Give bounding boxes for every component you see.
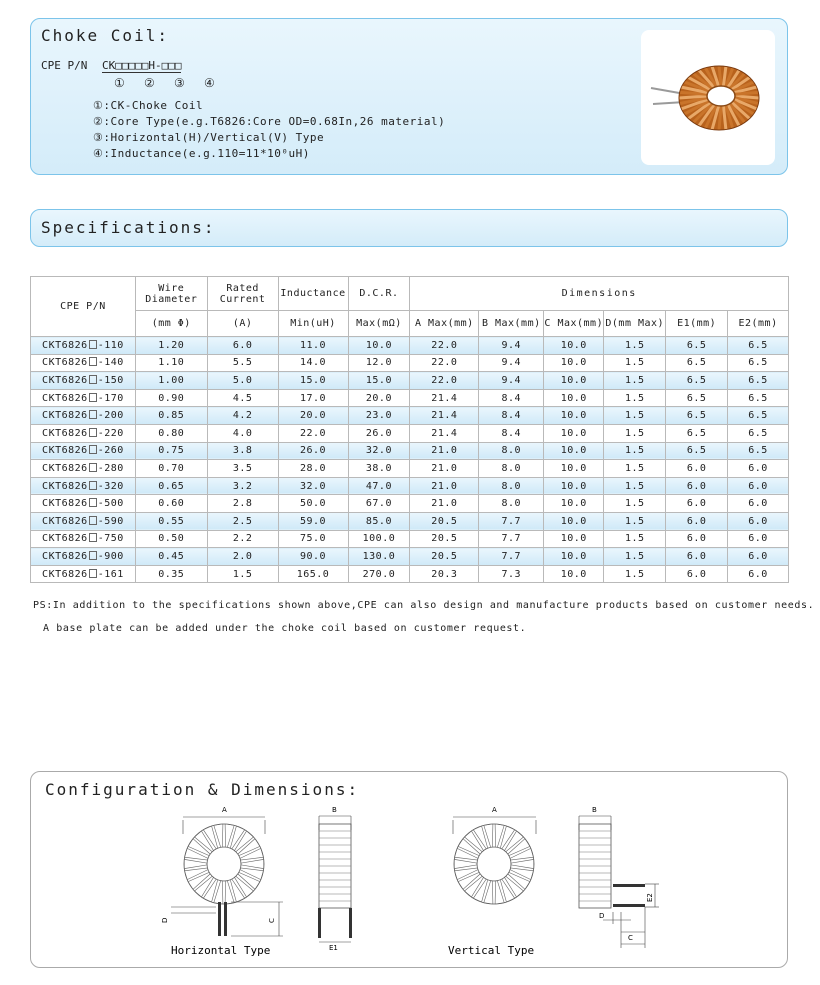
unit-header: Max(mΩ) (348, 311, 410, 337)
table-row (31, 424, 789, 442)
table-cell: 1.5 (604, 565, 666, 583)
table-cell: 0.85 (135, 407, 207, 425)
table-cell: 21.0 (410, 460, 479, 478)
table-cell: 0.65 (135, 477, 207, 495)
table-cell: 0.70 (135, 460, 207, 478)
field-desc-3: ③:Horizontal(H)/Vertical(V) Type (93, 131, 325, 144)
table-cell: 22.0 (410, 337, 479, 355)
table-cell: 1.5 (207, 565, 278, 583)
unit-header: B Max(mm) (479, 311, 544, 337)
table-cell: 1.5 (604, 442, 666, 460)
type-placeholder-box (89, 551, 97, 560)
label-e1: E1 (329, 944, 338, 952)
side-lead-right (349, 908, 352, 938)
table-cell: 10.0 (544, 530, 604, 548)
choke-coil-panel (30, 18, 788, 175)
table-cell: 6.5 (728, 372, 789, 390)
toroid-photo-image (641, 30, 775, 165)
table-cell: 2.0 (207, 548, 278, 566)
unit-header: (mm Φ) (135, 311, 207, 337)
table-cell: 2.8 (207, 495, 278, 513)
table-cell: 1.5 (604, 354, 666, 372)
table-cell: 4.2 (207, 407, 278, 425)
table-cell: 1.5 (604, 337, 666, 355)
table-cell: 1.5 (604, 460, 666, 478)
table-cell: 10.0 (544, 337, 604, 355)
table-cell: 6.5 (728, 354, 789, 372)
table-row (31, 460, 789, 478)
table-cell: 6.0 (728, 548, 789, 566)
table-cell: 10.0 (544, 424, 604, 442)
table-cell: 270.0 (348, 565, 410, 583)
cpe-label: CPE P/N (41, 59, 88, 72)
label-b-horizontal: B (332, 806, 337, 814)
table-cell: 85.0 (348, 512, 410, 530)
table-cell: 21.4 (410, 407, 479, 425)
table-cell: 1.20 (135, 337, 207, 355)
table-cell: 22.0 (410, 372, 479, 390)
table-cell: 0.60 (135, 495, 207, 513)
type-placeholder-box (89, 481, 97, 490)
table-cell: 1.5 (604, 407, 666, 425)
table-cell: 6.5 (728, 424, 789, 442)
table-cell: 10.0 (544, 548, 604, 566)
table-cell: 10.0 (544, 512, 604, 530)
ps-note: PS:In addition to the specifications shown above,CPE can also design and manufacture products based on customer needs. (33, 600, 815, 611)
table-row (31, 337, 789, 355)
table-cell: 9.4 (479, 337, 544, 355)
type-placeholder-box (89, 445, 97, 454)
table-cell: 21.0 (410, 495, 479, 513)
horizontal-side-view (319, 824, 351, 908)
header-rated-current: Rated Current (207, 277, 278, 311)
type-placeholder-box (89, 533, 97, 542)
table-cell: 10.0 (544, 495, 604, 513)
table-cell: 1.5 (604, 548, 666, 566)
table-cell: 59.0 (278, 512, 348, 530)
table-cell: 20.3 (410, 565, 479, 583)
table-cell: 21.0 (410, 442, 479, 460)
field-desc-1: ①:CK-Choke Coil (93, 99, 204, 112)
table-row (31, 442, 789, 460)
lead-horizontal-left (218, 902, 221, 936)
table-cell: 0.50 (135, 530, 207, 548)
type-placeholder-box (89, 516, 97, 525)
table-cell: 1.5 (604, 389, 666, 407)
part-number-cell: CKT6826 -280 (31, 460, 136, 478)
label-e2: E2 (646, 893, 654, 902)
vertical-side-view (579, 824, 611, 908)
label-c-horizontal: C (268, 918, 276, 923)
table-cell: 28.0 (278, 460, 348, 478)
field-index-numbers: ① ② ③ ④ (114, 76, 215, 90)
type-placeholder-box (89, 463, 97, 472)
type-placeholder-box (89, 428, 97, 437)
table-cell: 75.0 (278, 530, 348, 548)
part-number-cell: CKT6826 -200 (31, 407, 136, 425)
table-cell: 4.0 (207, 424, 278, 442)
label-a-vertical: A (492, 806, 497, 814)
table-cell: 11.0 (278, 337, 348, 355)
table-cell: 100.0 (348, 530, 410, 548)
table-cell: 7.7 (479, 548, 544, 566)
part-number-cell: CKT6826 -500 (31, 495, 136, 513)
field-desc-2: ②:Core Type(e.g.T6826:Core OD=0.68In,26 material) (93, 115, 446, 128)
table-cell: 1.00 (135, 372, 207, 390)
table-cell: 6.0 (207, 337, 278, 355)
table-cell: 6.5 (666, 407, 728, 425)
table-cell: 1.5 (604, 530, 666, 548)
part-number-cell: CKT6826 -900 (31, 548, 136, 566)
table-row (31, 372, 789, 390)
table-cell: 1.5 (604, 477, 666, 495)
table-cell: 7.3 (479, 565, 544, 583)
vertical-toroid-drawing (454, 824, 534, 904)
table-cell: 5.0 (207, 372, 278, 390)
table-cell: 1.5 (604, 372, 666, 390)
table-cell: 6.5 (666, 424, 728, 442)
table-cell: 21.0 (410, 477, 479, 495)
table-cell: 6.0 (666, 512, 728, 530)
configuration-title: Configuration & Dimensions: (45, 780, 360, 799)
part-number-cell: CKT6826 -750 (31, 530, 136, 548)
specifications-title: Specifications: (41, 218, 216, 237)
cpe-part-number-format (41, 59, 181, 72)
choke-coil-photo (641, 30, 775, 165)
table-cell: 10.0 (544, 477, 604, 495)
part-number-cell: CKT6826 -320 (31, 477, 136, 495)
label-d-vertical: D (599, 912, 605, 920)
table-cell: 0.90 (135, 389, 207, 407)
table-cell: 90.0 (278, 548, 348, 566)
header-dimensions: Dimensions (410, 277, 789, 311)
table-cell: 22.0 (278, 424, 348, 442)
vertical-lead-top (613, 884, 645, 887)
table-cell: 6.0 (666, 495, 728, 513)
table-cell: 20.0 (278, 407, 348, 425)
table-cell: 6.0 (728, 512, 789, 530)
table-cell: 12.0 (348, 354, 410, 372)
table-cell: 6.0 (728, 495, 789, 513)
unit-header: (A) (207, 311, 278, 337)
specifications-header (30, 209, 788, 247)
unit-header: D(mm Max) (604, 311, 666, 337)
vertical-type-caption: Vertical Type (448, 944, 535, 957)
table-cell: 6.0 (728, 530, 789, 548)
part-number-cell: CKT6826 -110 (31, 337, 136, 355)
horizontal-type-caption: Horizontal Type (171, 944, 271, 957)
unit-header: C Max(mm) (544, 311, 604, 337)
table-cell: 10.0 (544, 565, 604, 583)
table-cell: 32.0 (278, 477, 348, 495)
table-cell: 20.5 (410, 512, 479, 530)
table-cell: 6.0 (666, 548, 728, 566)
table-cell: 21.4 (410, 389, 479, 407)
table-cell: 10.0 (544, 354, 604, 372)
type-placeholder-box (89, 498, 97, 507)
header-wire-diameter: Wire Diameter (135, 277, 207, 311)
header-inductance: Inductance (278, 277, 348, 311)
table-cell: 3.2 (207, 477, 278, 495)
table-cell: 6.0 (666, 565, 728, 583)
header-part-number: CPE P/N (31, 277, 136, 337)
table-cell: 8.4 (479, 407, 544, 425)
dimension-drawings (31, 772, 789, 969)
table-cell: 26.0 (348, 424, 410, 442)
label-a-horizontal: A (222, 806, 227, 814)
table-cell: 10.0 (544, 372, 604, 390)
table-cell: 23.0 (348, 407, 410, 425)
table-cell: 15.0 (348, 372, 410, 390)
table-cell: 1.10 (135, 354, 207, 372)
lead-horizontal-right (224, 902, 227, 936)
table-cell: 6.0 (728, 477, 789, 495)
table-cell: 6.5 (728, 442, 789, 460)
label-d-horizontal: D (161, 917, 169, 923)
field-desc-4: ④:Inductance(e.g.110=11*10⁰uH) (93, 147, 310, 160)
table-cell: 6.0 (666, 460, 728, 478)
table-cell: 8.4 (479, 424, 544, 442)
table-cell: 2.2 (207, 530, 278, 548)
table-cell: 22.0 (410, 354, 479, 372)
table-row (31, 548, 789, 566)
table-cell: 8.4 (479, 389, 544, 407)
label-b-vertical: B (592, 806, 597, 814)
table-cell: 32.0 (348, 442, 410, 460)
table-cell: 20.5 (410, 530, 479, 548)
table-cell: 67.0 (348, 495, 410, 513)
table-row (31, 407, 789, 425)
table-cell: 6.5 (666, 337, 728, 355)
table-cell: 38.0 (348, 460, 410, 478)
table-cell: 50.0 (278, 495, 348, 513)
table-cell: 4.5 (207, 389, 278, 407)
header-dcr: D.C.R. (348, 277, 410, 311)
table-cell: 17.0 (278, 389, 348, 407)
table-cell: 10.0 (348, 337, 410, 355)
table-cell: 6.5 (728, 389, 789, 407)
part-number-cell: CKT6826 -140 (31, 354, 136, 372)
table-row (31, 389, 789, 407)
table-row (31, 477, 789, 495)
table-cell: 6.0 (666, 530, 728, 548)
table-cell: 6.5 (666, 354, 728, 372)
table-cell: 0.45 (135, 548, 207, 566)
table-cell: 9.4 (479, 354, 544, 372)
table-cell: 6.5 (666, 442, 728, 460)
table-cell: 7.7 (479, 530, 544, 548)
table-row (31, 565, 789, 583)
table-row (31, 530, 789, 548)
horizontal-toroid-drawing (184, 824, 264, 904)
table-cell: 6.5 (728, 407, 789, 425)
table-cell: 10.0 (544, 389, 604, 407)
table-cell: 0.35 (135, 565, 207, 583)
table-cell: 0.55 (135, 512, 207, 530)
table-cell: 8.0 (479, 495, 544, 513)
choke-coil-title: Choke Coil: (41, 26, 169, 45)
table-row (31, 495, 789, 513)
table-cell: 6.5 (666, 372, 728, 390)
type-placeholder-box (89, 357, 97, 366)
table-cell: 10.0 (544, 407, 604, 425)
type-placeholder-box (89, 340, 97, 349)
table-cell: 8.0 (479, 477, 544, 495)
table-cell: 6.0 (728, 460, 789, 478)
table-row (31, 354, 789, 372)
table-cell: 6.0 (666, 477, 728, 495)
table-cell: 26.0 (278, 442, 348, 460)
table-cell: 10.0 (544, 442, 604, 460)
table-cell: 14.0 (278, 354, 348, 372)
base-plate-note: A base plate can be added under the choke coil based on customer request. (43, 623, 527, 634)
unit-header: E2(mm) (728, 311, 789, 337)
table-cell: 5.5 (207, 354, 278, 372)
specifications-table (30, 276, 789, 583)
unit-header: Min(uH) (278, 311, 348, 337)
table-cell: 9.4 (479, 372, 544, 390)
table-cell: 15.0 (278, 372, 348, 390)
table-cell: 2.5 (207, 512, 278, 530)
table-cell: 20.5 (410, 548, 479, 566)
type-placeholder-box (89, 569, 97, 578)
part-number-cell: CKT6826 -260 (31, 442, 136, 460)
table-cell: 0.75 (135, 442, 207, 460)
configuration-panel (30, 771, 788, 968)
label-c-vertical: C (628, 934, 633, 942)
type-placeholder-box (89, 375, 97, 384)
table-cell: 10.0 (544, 460, 604, 478)
table-cell: 1.5 (604, 495, 666, 513)
cpe-code-pattern: CK□□□□□H-□□□ (101, 59, 182, 72)
table-cell: 21.4 (410, 424, 479, 442)
table-cell: 6.5 (728, 337, 789, 355)
part-number-cell: CKT6826 -590 (31, 512, 136, 530)
table-cell: 6.0 (728, 565, 789, 583)
unit-header: A Max(mm) (410, 311, 479, 337)
table-cell: 130.0 (348, 548, 410, 566)
type-placeholder-box (89, 410, 97, 419)
table-cell: 0.80 (135, 424, 207, 442)
table-cell: 3.8 (207, 442, 278, 460)
vertical-lead-bottom (613, 904, 645, 907)
table-cell: 8.0 (479, 460, 544, 478)
part-number-cell: CKT6826 -170 (31, 389, 136, 407)
part-number-cell: CKT6826 -220 (31, 424, 136, 442)
table-cell: 1.5 (604, 424, 666, 442)
units-row (31, 311, 789, 337)
type-placeholder-box (89, 393, 97, 402)
table-row (31, 512, 789, 530)
table-cell: 1.5 (604, 512, 666, 530)
part-number-cell: CKT6826 -161 (31, 565, 136, 583)
side-lead-left (318, 908, 321, 938)
table-cell: 165.0 (278, 565, 348, 583)
table-cell: 20.0 (348, 389, 410, 407)
part-number-cell: CKT6826 -150 (31, 372, 136, 390)
table-cell: 47.0 (348, 477, 410, 495)
table-cell: 7.7 (479, 512, 544, 530)
unit-header: E1(mm) (666, 311, 728, 337)
table-cell: 8.0 (479, 442, 544, 460)
table-cell: 3.5 (207, 460, 278, 478)
table-cell: 6.5 (666, 389, 728, 407)
